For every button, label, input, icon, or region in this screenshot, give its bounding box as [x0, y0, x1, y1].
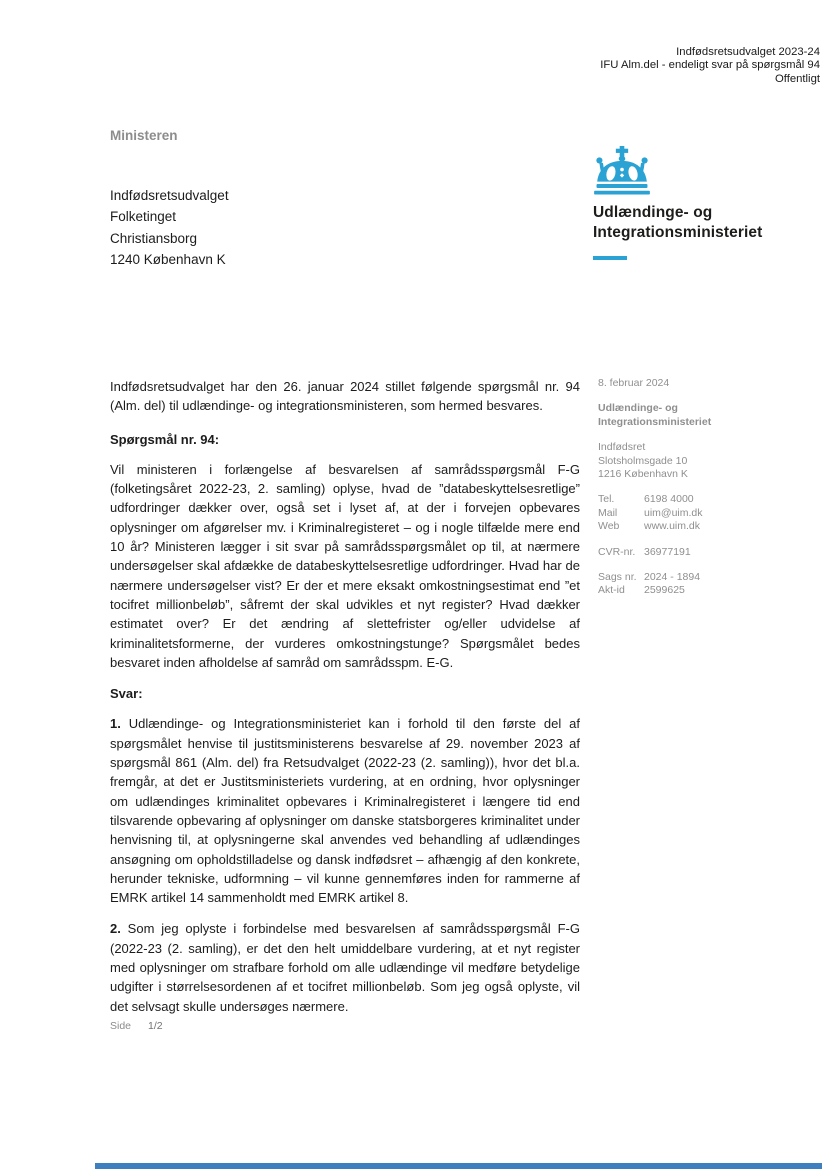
page-number: 1/2 [148, 1020, 163, 1032]
case-number-row [598, 571, 793, 584]
sidebar-department: Indfødsret [598, 441, 646, 454]
case-number-value: 2024 - 1894 [644, 571, 701, 584]
case-number-label: Sags nr. [598, 571, 637, 584]
answer-paragraph-2 [110, 919, 580, 1015]
sender-label: Ministeren [110, 128, 178, 143]
recipient-line: Christiansborg [110, 230, 198, 246]
sidebar-ministry-line2: Integrationsministeriet [598, 415, 712, 428]
answer-2-marker: 2. [110, 921, 121, 937]
page-footer [110, 1020, 163, 1032]
contact-row-mail [598, 507, 793, 520]
cvr-row [598, 546, 793, 559]
answer-heading: Svar: [110, 686, 143, 702]
sidebar-cvr [598, 546, 793, 559]
sidebar-contact [598, 493, 793, 533]
sidebar-ministry-name [598, 402, 793, 429]
committee-header-line: IFU Alm.del - endeligt svar på spørgsmål 94 [600, 59, 820, 72]
recipient-line: Indfødsretsudvalget [110, 188, 229, 203]
committee-header-line: Offentligt [774, 72, 820, 85]
cvr-label: CVR-nr. [598, 545, 636, 558]
question-paragraph: Vil ministeren i forlængelse af besvarelsen af samrådsspørgsmål F-G (folketingsåret 2022-23, 2. samling) oplyse, hvad de ”databeskyttelsesretlige” udfordringer dækker over, også set i lyset af, at der i forvejen opbevares oplysninger om afgørelser mv. i Kriminalregisteret – og i nogle tilfælde mere end 10 år? Ministeren lægger i sit svar på samrådsspørgsmålet op til, at nærmere undersøgelser skal afdække de databeskyttelsesretlige udfordringer. Hvad har de nærmere undersøgelser vist? Er der et mere eksakt omkostningsestimat end ”et tocifret millionbeløb”, såfremt der skal udvikles et nyt register? Hvad dækker estimatet over? Er det ændring af slettefrister og/eller udvidelse af kriminalitetsformerne, der vurderes omkostningstunge? Spørgsmålet bedes besvaret inden afholdelse af samråd om samrådsspm. E-G. [110, 461, 580, 670]
sidebar-street: Slotsholmsgade 10 [598, 454, 688, 467]
cvr-value: 36977191 [644, 545, 691, 558]
sidebar-ministry-line1: Udlændinge- og [598, 402, 678, 415]
web-value: www.uim.dk [644, 520, 701, 533]
sidebar-address [598, 441, 793, 481]
logo-underline [593, 256, 627, 260]
sidebar [598, 377, 793, 610]
danish-crown-icon [593, 146, 651, 196]
sidebar-date: 8. februar 2024 [598, 377, 670, 389]
recipient-address [110, 185, 229, 270]
contact-row-web [598, 520, 793, 533]
intro-paragraph: Indfødsretsudvalget har den 26. januar 2024 stillet følgende spørgsmål nr. 94 (Alm. del) til udlændinge- og integrationsministeren, som hermed besvares. [110, 379, 580, 414]
answer-2-text: Som jeg oplyste i forbindelse med besvarelsen af samrådsspørgsmål F-G (2022-23 (2. samling), er det den helt umiddelbare vurdering, at et nyt register med oplysninger om strafbare forhold om alle udlændinge vil medføre betydelige udgifter i størrelsesordenen af et tocifret millionbeløb. Som jeg også oplyste, vil det selvsagt skulle undersøges nærmere. [110, 921, 580, 1014]
ministry-name [593, 203, 803, 243]
act-id-row [598, 584, 793, 597]
question-heading: Spørgsmål nr. 94: [110, 431, 220, 447]
act-id-value: 2599625 [644, 584, 685, 597]
page-bottom-bar [95, 1163, 822, 1169]
ministry-name-line2: Integrationsministeriet [593, 224, 763, 241]
sidebar-city: 1216 København K [598, 468, 688, 481]
contact-row-tel [598, 493, 793, 506]
recipient-line: Folketinget [110, 209, 177, 225]
ministry-name-line1: Udlændinge- og [593, 204, 713, 221]
letter-body [110, 377, 580, 1028]
ministry-logo [593, 146, 803, 260]
act-id-label: Akt-id [598, 584, 625, 597]
mail-label: Mail [598, 506, 618, 519]
committee-header-line: Indfødsretsudvalget 2023-24 [676, 46, 820, 58]
mail-value: uim@uim.dk [644, 506, 703, 519]
tel-value: 6198 4000 [644, 493, 694, 506]
answer-1-marker: 1. [110, 716, 121, 732]
answer-1-text: Udlændinge- og Integrationsministeriet kan i forhold til den første del af spørgsmålet henvise til justitsministerens besvarelse af 29. november 2023 af spørgsmål 861 (Alm. del) fra Retsudvalget (2022-23 (2. samling)), hvor det bl.a. fremgår, at det er Justitsministeriets vurdering, at en ordning, hvor oplysninger om udlændinges kriminalitet opbevares i Kriminalregisteret i længere tid end tilsvarende opbevaring af oplysninger om danske statsborgeres kriminalitet under henvisning til, at oplysningerne skal anvendes ved behandling af udlændinges ansøgning om opholdstilladelse og dansk indfødsret – afhængig af den konkrete, herunder tekniske, udformning – vil kunne gennemføres inden for rammerne af EMRK artikel 14 sammenholdt med EMRK artikel 8. [110, 716, 580, 906]
committee-header [600, 46, 820, 86]
page-label: Side [110, 1020, 132, 1032]
sidebar-case [598, 571, 793, 598]
answer-paragraph-1 [110, 714, 580, 907]
web-label: Web [598, 520, 620, 533]
recipient-line: 1240 København K [110, 251, 226, 267]
tel-label: Tel. [598, 493, 615, 506]
